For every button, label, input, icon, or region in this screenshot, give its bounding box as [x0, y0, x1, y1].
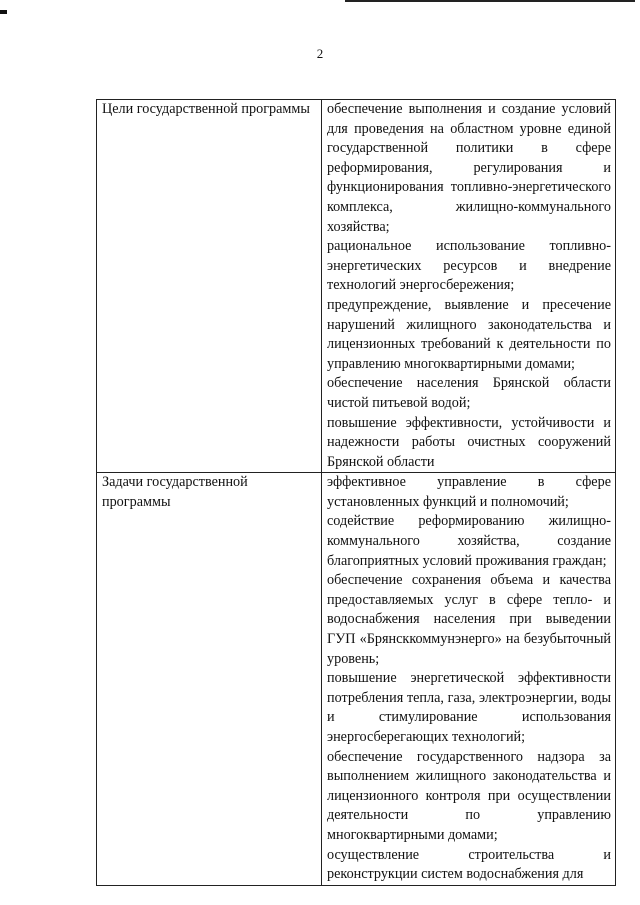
- task-item: обеспечение сохранения объема и качества предоставляемых услуг в сфере тепло- и водоснабжения населения при выведении ГУП «Брянсккоммунэнерго» на безубыточный уровень;: [327, 572, 611, 667]
- page-number: 2: [316, 46, 324, 61]
- goal-item: обеспечение выполнения и создание условий для проведения на областном уровне единой государственной политики в сфере реформирования, регулирования и функционирования топливно-энергетического комплекса, жилищно-коммунального хозяйства;: [327, 101, 611, 235]
- task-item: осуществление строительства и реконструкции систем водоснабжения для: [327, 846, 611, 883]
- goals-label: Цели государственной программы: [97, 100, 322, 473]
- scan-edge-mark: [0, 10, 7, 14]
- goals-content: [322, 100, 616, 473]
- goal-item: предупреждение, выявление и пресечение нарушений жилищного законодательства и лицензионных требований к деятельности по управлению многоквартирными домами;: [327, 296, 611, 372]
- task-item: обеспечение государственного надзора за выполнением жилищного законодательства и лицензионного контроля при осуществлении деятельности по управлению многоквартирными домами;: [327, 748, 611, 843]
- goal-item: обеспечение населения Брянской области чистой питьевой водой;: [327, 375, 611, 411]
- task-item: содействие реформированию жилищно-коммунального хозяйства, создание благоприятных условий проживания граждан;: [327, 513, 611, 569]
- goal-item: рациональное использование топливно-энергетических ресурсов и внедрение технологий энергосбережения;: [327, 238, 611, 294]
- table-row-tasks: [97, 473, 616, 885]
- tasks-label: Задачи государственной программы: [97, 473, 322, 885]
- table-row-goals: [97, 100, 616, 473]
- tasks-content: [322, 473, 616, 885]
- task-item: эффективное управление в сфере установленных функций и полномочий;: [327, 474, 611, 510]
- task-item: повышение энергетической эффективности потребления тепла, газа, электроэнергии, воды и стимулирование использования энергосберегающих технологий;: [327, 670, 611, 745]
- program-passport-table: [96, 99, 616, 886]
- goal-item: повышение эффективности, устойчивости и надежности работы очистных сооружений Брянской области: [327, 414, 611, 470]
- scan-top-line: [345, 0, 635, 2]
